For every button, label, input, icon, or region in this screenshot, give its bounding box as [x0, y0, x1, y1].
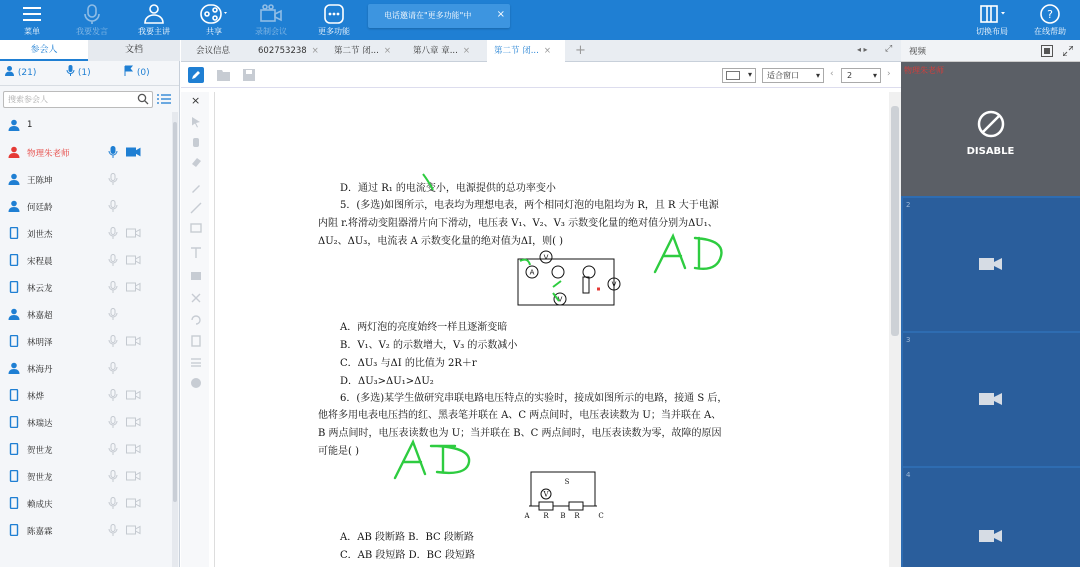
- close-icon[interactable]: ×: [191, 94, 201, 107]
- host-button[interactable]: [132, 0, 176, 40]
- camera-icon[interactable]: [126, 336, 141, 346]
- microphone-icon[interactable]: [108, 227, 118, 239]
- user-icon: [8, 119, 20, 131]
- disabled-icon: [976, 109, 1006, 139]
- mic-count-value: (1): [77, 68, 91, 78]
- help-label: 在线帮助: [1034, 27, 1066, 36]
- share-icon: [199, 2, 229, 26]
- folder-icon[interactable]: [217, 69, 230, 81]
- video-slot-number: 4: [906, 471, 911, 479]
- microphone-icon[interactable]: [108, 254, 118, 266]
- share-button[interactable]: [198, 0, 230, 40]
- participant-name: 物理朱老师: [27, 149, 70, 159]
- video-slot-number: 2: [906, 201, 911, 209]
- tooltip-popup: [368, 4, 510, 28]
- disable-label: DISABLE: [966, 146, 1015, 157]
- video-panel: [901, 40, 1080, 567]
- host-label: 我要主讲: [138, 27, 170, 36]
- more-label: 更多功能: [318, 27, 350, 36]
- tab-document[interactable]: [487, 40, 565, 63]
- close-icon[interactable]: ×: [462, 46, 470, 56]
- tab-label: 第二节 闭...: [334, 46, 379, 56]
- svg-text:V: V: [543, 490, 549, 499]
- close-icon[interactable]: ×: [496, 9, 505, 20]
- microphone-icon[interactable]: [108, 200, 118, 212]
- camera-icon[interactable]: [126, 147, 141, 157]
- participant-row[interactable]: [0, 166, 172, 193]
- color-select[interactable]: [722, 68, 756, 83]
- user-icon: [8, 308, 20, 320]
- clear-icon[interactable]: [190, 335, 202, 347]
- handwritten-annotation: [391, 438, 479, 484]
- participant-name: 赖成庆: [27, 500, 53, 510]
- tooltip-text: 电话邀请在"更多功能"中: [384, 11, 472, 20]
- more-button[interactable]: [314, 0, 354, 40]
- microphone-icon[interactable]: [108, 389, 118, 401]
- hand-icon[interactable]: [190, 136, 202, 148]
- next-page-icon[interactable]: ›: [887, 69, 891, 79]
- doc-line: 他将多用电表电压挡的红、黑表笔并联在 A、C 两点间时，电压表读数为 U；当并联在 A、: [318, 410, 722, 421]
- doc-line: A．两灯泡的亮度始终一样且逐渐变暗: [340, 322, 508, 333]
- tab-label: 会议信息: [196, 46, 231, 56]
- participant-name: 何廷龄: [27, 203, 53, 213]
- participant-row[interactable]: [0, 382, 172, 409]
- camera-icon[interactable]: [126, 525, 141, 535]
- circuit-diagram-2: [519, 464, 609, 520]
- participant-scrollbar[interactable]: [172, 112, 178, 567]
- mobile-icon: [8, 443, 20, 455]
- doc-line: A．AB 段断路 B．BC 段断路: [340, 532, 474, 543]
- tab-document[interactable]: [251, 40, 321, 62]
- user-icon: [4, 65, 15, 76]
- switch-layout-label: 切换布局: [976, 27, 1008, 36]
- save-icon[interactable]: [243, 69, 255, 81]
- camera-icon: [979, 391, 1003, 407]
- tab-documents[interactable]: 文档: [88, 40, 180, 61]
- tab-document[interactable]: [189, 40, 245, 62]
- video-slot[interactable]: [903, 198, 1080, 331]
- pointer-icon[interactable]: [191, 116, 201, 128]
- participant-row[interactable]: [0, 517, 172, 544]
- main-video-name: 物理朱老师: [904, 66, 944, 75]
- participant-row[interactable]: [0, 247, 172, 274]
- participant-name: 贺世龙: [27, 446, 53, 456]
- video-slot[interactable]: [903, 333, 1080, 466]
- user-icon: [8, 200, 20, 212]
- microphone-icon[interactable]: [108, 335, 118, 347]
- doc-line: C．ΔU₃ 与ΔI 的比值为 2R＋r: [340, 358, 477, 369]
- rectangle-icon[interactable]: [190, 222, 202, 234]
- participant-name: 刘世杰: [27, 230, 53, 240]
- search-input[interactable]: [3, 91, 153, 108]
- camera-icon[interactable]: [126, 390, 141, 400]
- search-icon[interactable]: [137, 93, 149, 105]
- search-placeholder: 搜索参会人: [8, 95, 48, 104]
- video-title: 视频: [909, 47, 927, 57]
- doc-line: 内阻 r.将滑动变阻器滑片向下滑动，电压表 V₁、V₂、V₃ 示数变化量的绝对值分别为ΔU₁、: [318, 218, 718, 229]
- camera-icon[interactable]: [126, 228, 141, 238]
- request-speak-label: 我要发言: [76, 27, 108, 36]
- participant-row[interactable]: [0, 409, 172, 436]
- participant-row[interactable]: [0, 220, 172, 247]
- svg-text:V: V: [557, 295, 563, 304]
- tab-label: 第二节 闭...: [494, 46, 539, 56]
- user-icon: [8, 173, 20, 185]
- record-button[interactable]: [252, 0, 290, 40]
- doc-line: 可能是( ): [318, 446, 359, 457]
- grid-layout-icon[interactable]: [1041, 45, 1053, 57]
- video-slot[interactable]: [903, 468, 1080, 567]
- page-select[interactable]: [841, 68, 881, 83]
- document-scrollbar[interactable]: [889, 92, 901, 567]
- camera-icon: [979, 528, 1003, 544]
- svg-text:A: A: [524, 512, 530, 520]
- doc-line: 5．(多选)如图所示，电表均为理想电表，两个相同灯泡的电阻均为 R，且 R 大于电源: [340, 200, 719, 211]
- svg-text:B: B: [560, 512, 566, 520]
- participant-name: 宋程晨: [27, 257, 53, 267]
- record-label: 录制会议: [255, 27, 287, 36]
- mobile-icon: [8, 470, 20, 482]
- microphone-icon[interactable]: [108, 146, 118, 158]
- line-width-icon[interactable]: [190, 356, 202, 368]
- page-value: 2: [847, 71, 853, 80]
- chevron-down-icon: ▾: [747, 70, 752, 79]
- camera-icon[interactable]: [126, 498, 141, 508]
- microphone-icon[interactable]: [108, 497, 118, 509]
- tab-label: 602753238: [258, 46, 307, 56]
- microphone-icon[interactable]: [108, 470, 118, 482]
- palette-icon[interactable]: [190, 377, 202, 389]
- document-page[interactable]: [214, 92, 887, 567]
- doc-line: D．ΔU₃>ΔU₁>ΔU₂: [340, 376, 434, 387]
- menu-label: 菜单: [24, 27, 40, 36]
- camera-icon[interactable]: [126, 255, 141, 265]
- microphone-icon[interactable]: [108, 443, 118, 455]
- hamburger-icon: [21, 2, 43, 26]
- doc-line: D．通过 R₁ 的电流变小，电源提供的总功率变小: [340, 183, 556, 194]
- camera-icon[interactable]: [126, 417, 141, 427]
- svg-text:V: V: [611, 280, 617, 289]
- circuit-diagram-1: [498, 247, 628, 309]
- microphone-icon: [81, 2, 103, 26]
- participant-row[interactable]: [0, 193, 172, 220]
- tab-label: 第八章 章...: [413, 46, 458, 56]
- camera-icon[interactable]: [126, 444, 141, 454]
- tab-scroll-arrows-icon[interactable]: ◂ ▸: [857, 45, 868, 54]
- add-tab-icon[interactable]: +: [575, 43, 586, 58]
- microphone-icon[interactable]: [108, 524, 118, 536]
- main-video[interactable]: [901, 62, 1080, 196]
- svg-text:A: A: [529, 268, 535, 277]
- close-icon[interactable]: ×: [311, 46, 319, 56]
- presenter-icon: [142, 2, 166, 26]
- top-toolbar: [0, 0, 1080, 40]
- zoom-select[interactable]: [762, 68, 824, 83]
- participant-row[interactable]: [0, 112, 172, 139]
- zoom-value: 适合窗口: [767, 71, 799, 80]
- share-label: 共享: [206, 27, 222, 36]
- document-tabs: [181, 40, 901, 62]
- line-icon[interactable]: [190, 202, 202, 214]
- microphone-icon: [66, 65, 75, 76]
- participant-row[interactable]: [0, 301, 172, 328]
- participant-name: 陈嘉霖: [27, 527, 53, 537]
- camera-icon: [979, 256, 1003, 272]
- doc-line: ΔU₂、ΔU₃，电流表 A 示数变化量的绝对值为ΔI，则( ): [318, 236, 564, 247]
- participant-row[interactable]: [0, 274, 172, 301]
- svg-text:R: R: [574, 512, 580, 520]
- annotation-toolbar: [181, 92, 209, 567]
- svg-text:C: C: [598, 512, 604, 520]
- participant-row[interactable]: [0, 139, 172, 166]
- user-icon: [8, 362, 20, 374]
- doc-line: B 两点间时，电压表读数也为 U；当并联在 B、C 两点间时，电压表读数为零，故障的原因: [318, 428, 722, 439]
- doc-line: 6．(多选)某学生做研究串联电路电压特点的实验时，接成如图所示的电路，接通 S 后，: [340, 393, 728, 404]
- list-view-icon[interactable]: [157, 93, 171, 105]
- video-header: [901, 40, 1080, 62]
- document-toolbar: [181, 62, 901, 88]
- help-button[interactable]: [1030, 0, 1070, 40]
- expand-icon[interactable]: [1063, 46, 1073, 56]
- edit-icon[interactable]: [188, 67, 204, 83]
- participants-panel: [0, 40, 180, 567]
- svg-text:V: V: [543, 253, 549, 262]
- handwritten-mark: [421, 172, 437, 192]
- participant-name: 林瑞达: [27, 419, 53, 429]
- flag-icon: [123, 65, 134, 76]
- mobile-icon: [8, 227, 20, 239]
- microphone-icon[interactable]: [108, 281, 118, 293]
- handwritten-annotation: [651, 232, 731, 280]
- tab-participants[interactable]: 参会人: [0, 40, 88, 61]
- mic-count: [66, 63, 91, 83]
- expand-icon[interactable]: ⤢: [885, 44, 893, 54]
- participant-name: 贺世龙: [27, 473, 53, 483]
- mobile-icon: [8, 416, 20, 428]
- microphone-icon[interactable]: [108, 416, 118, 428]
- scissors-icon[interactable]: [190, 292, 202, 304]
- people-count-value: (21): [17, 68, 37, 78]
- prev-page-icon[interactable]: ‹: [830, 69, 834, 79]
- doc-line: B．V₁、V₂ 的示数增大，V₃ 的示数减小: [340, 340, 518, 351]
- video-slot-number: 3: [906, 336, 911, 344]
- mobile-icon: [8, 524, 20, 536]
- mobile-icon: [8, 335, 20, 347]
- text-icon[interactable]: [190, 247, 202, 259]
- microphone-icon[interactable]: [108, 173, 118, 185]
- layout-icon: [977, 2, 1007, 26]
- mobile-icon: [8, 497, 20, 509]
- request-speak-button[interactable]: [72, 0, 112, 40]
- svg-text:S: S: [564, 478, 570, 486]
- eraser-icon[interactable]: [190, 156, 202, 168]
- participant-name: 王陈坤: [27, 176, 53, 186]
- people-count: [4, 63, 36, 83]
- close-icon[interactable]: ×: [543, 46, 551, 56]
- chevron-down-icon: ▾: [872, 71, 877, 80]
- undo-icon[interactable]: [190, 314, 202, 326]
- camera-record-icon: [259, 2, 283, 26]
- participant-name: 林云龙: [27, 284, 53, 294]
- switch-layout-button[interactable]: [970, 0, 1014, 40]
- mobile-icon: [8, 254, 20, 266]
- camera-icon[interactable]: [126, 282, 141, 292]
- tab-document[interactable]: [327, 40, 399, 62]
- close-icon[interactable]: ×: [383, 46, 391, 56]
- participant-name: 林嘉超: [27, 311, 53, 321]
- camera-icon[interactable]: [126, 471, 141, 481]
- help-icon: [1039, 2, 1061, 26]
- microphone-icon[interactable]: [108, 362, 118, 374]
- participant-row[interactable]: [0, 328, 172, 355]
- image-icon[interactable]: [190, 270, 202, 282]
- participant-name: 林明泽: [27, 338, 53, 348]
- mobile-icon: [8, 389, 20, 401]
- participant-row[interactable]: [0, 436, 172, 463]
- divider: [0, 85, 179, 86]
- hand-count-value: (0): [136, 68, 150, 78]
- hand-count: [123, 63, 150, 83]
- menu-button[interactable]: [14, 0, 50, 40]
- participant-name: 1: [27, 120, 33, 130]
- svg-text:?: ?: [1047, 8, 1053, 21]
- presenter-user-icon: [8, 146, 20, 158]
- participant-row[interactable]: [0, 355, 172, 382]
- microphone-icon[interactable]: [108, 308, 118, 320]
- pen-icon[interactable]: [190, 182, 202, 194]
- participant-name: 林海丹: [27, 365, 53, 375]
- doc-line: C．AB 段短路 D．BC 段短路: [340, 550, 475, 561]
- chevron-down-icon: ▾: [815, 71, 820, 80]
- participant-name: 林烨: [27, 392, 45, 402]
- participant-row[interactable]: [0, 490, 172, 517]
- participant-row[interactable]: [0, 463, 172, 490]
- svg-text:R: R: [543, 512, 549, 520]
- mobile-icon: [8, 281, 20, 293]
- more-icon: [323, 2, 345, 26]
- tab-document[interactable]: [406, 40, 480, 62]
